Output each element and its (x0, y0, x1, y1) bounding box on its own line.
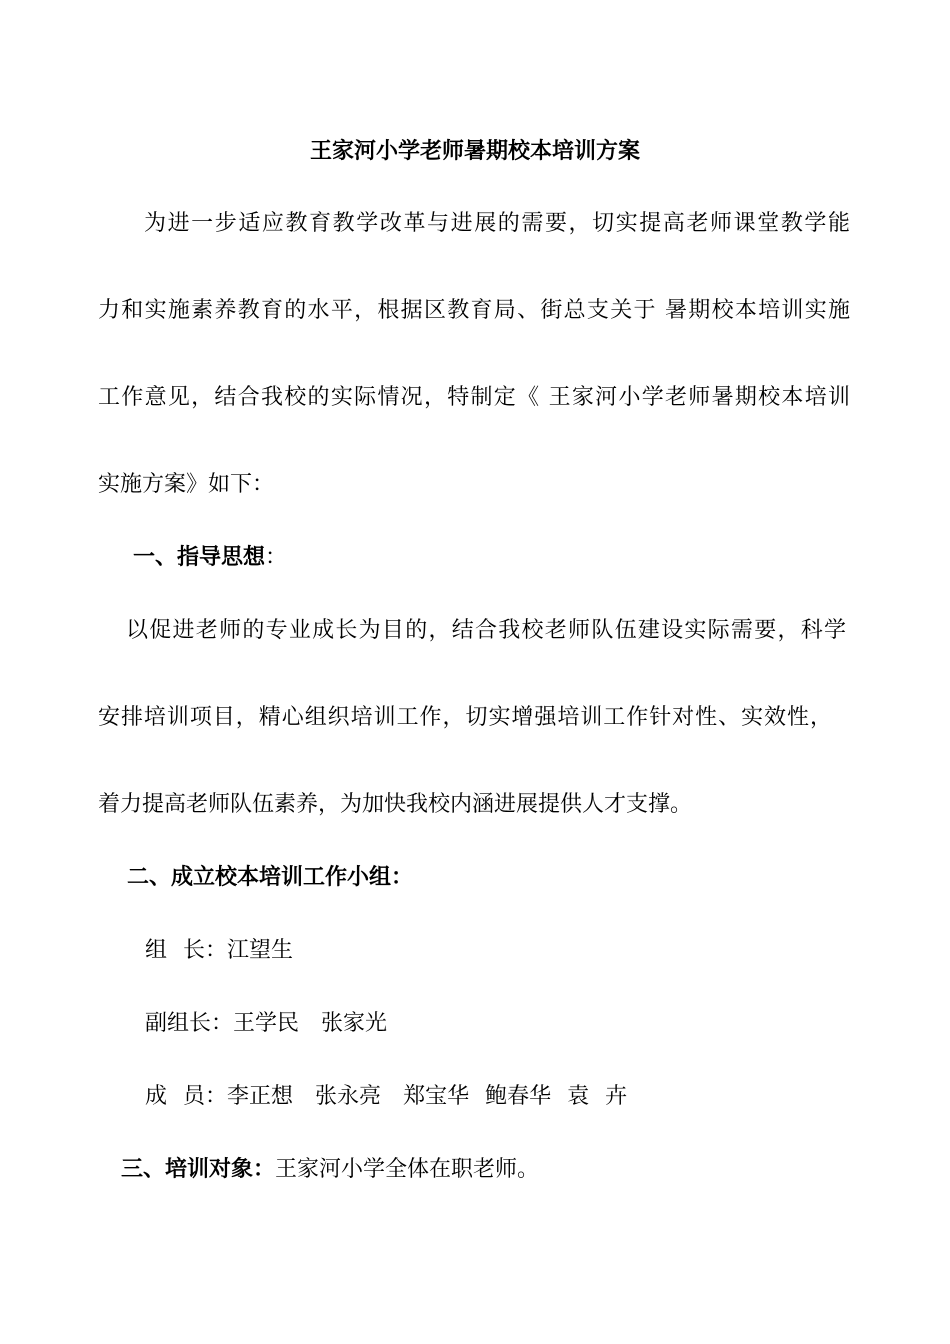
section3-heading: 三、培训对象： (121, 1157, 276, 1182)
leader-name: 江望生 (227, 938, 294, 963)
deputy-name-1: 王学民 (233, 1011, 300, 1036)
member-name-5: 袁 (567, 1084, 590, 1109)
intro-line-3: 工作意见，结合我校的实际情况，特制定《 王家河小学老师暑期校本培训 (98, 385, 850, 410)
intro-line-4: 实施方案》如下： (98, 472, 275, 497)
deputy-label: 副组长： (145, 1011, 234, 1036)
section1-line-3: 着力提高老师队伍素养，为加快我校内涵进展提供人才支撑。 (98, 792, 693, 817)
leader-label-2: 长： (183, 938, 228, 963)
member-row (145, 1082, 627, 1112)
section1-heading-row (133, 543, 287, 573)
intro-line-1: 为进一步适应教育教学改革与进展的需要，切实提高老师课堂教学能 (144, 211, 850, 236)
leader-label-1: 组 (145, 938, 168, 963)
section3-row (121, 1155, 539, 1185)
deputy-row (145, 1009, 387, 1039)
section1-heading: 一、指导思想 (133, 545, 266, 570)
document-title: 王家河小学老师暑期校本培训方案 (309, 139, 640, 164)
section3-text: 王家河小学全体在职老师。 (275, 1157, 540, 1182)
section2-heading: 二、成立校本培训工作小组： (127, 865, 414, 890)
member-name-3: 郑宝华 (403, 1084, 470, 1109)
intro-line-2: 力和实施素养教育的水平，根据区教育局、街总支关于 暑期校本培训实施 (98, 298, 850, 323)
member-label-2: 员： (183, 1084, 228, 1109)
member-label-1: 成 (145, 1084, 168, 1109)
member-name-4: 鲍春华 (485, 1084, 552, 1109)
leader-row (145, 936, 293, 966)
section1-line-2: 安排培训项目，精心组织培训工作，切实增强培训工作针对性、实效性， (98, 705, 832, 730)
member-name-1: 李正想 (227, 1084, 294, 1109)
section1-line-1: 以促进老师的专业成长为目的，结合我校老师队伍建设实际需要，科学 (126, 618, 846, 643)
deputy-name-2: 张家光 (321, 1011, 388, 1036)
member-name-6: 卉 (605, 1084, 628, 1109)
section1-heading-colon: ： (265, 545, 288, 570)
member-name-2: 张永亮 (315, 1084, 382, 1109)
